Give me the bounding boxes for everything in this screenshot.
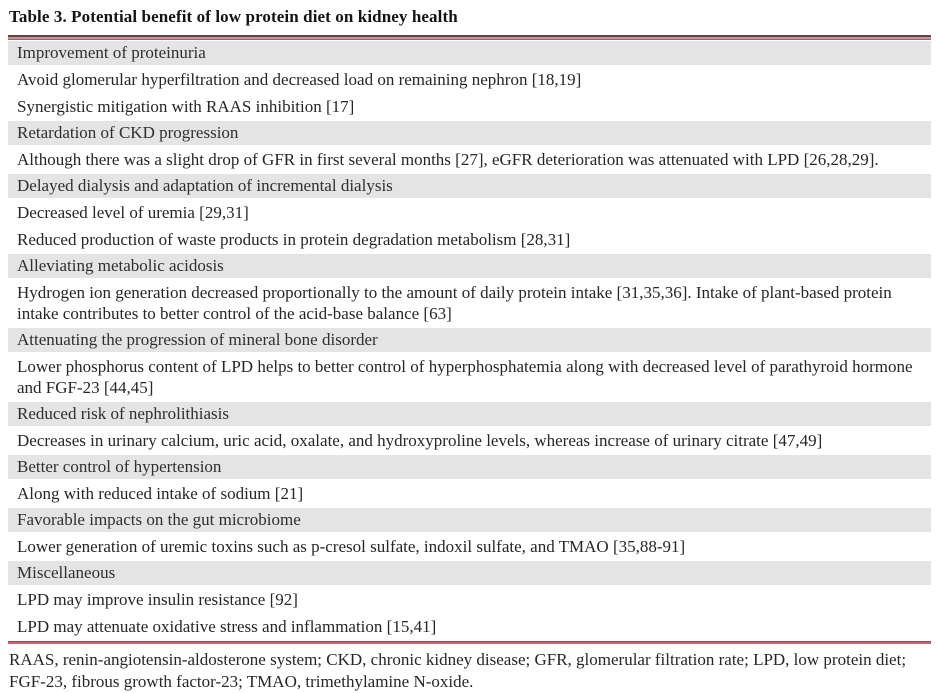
section-header-row: Delayed dialysis and adaptation of incremental dialysis xyxy=(8,174,931,198)
table-row: Lower phosphorus content of LPD helps to better control of hyperphosphatemia along with decreased level of parathyroid hormone and FGF-23 [44,45] xyxy=(17,357,913,397)
table-row: Lower generation of uremic toxins such as p-cresol sulfate, indoxil sulfate, and TMAO [35,88-91] xyxy=(17,537,686,556)
section-header-row: Miscellaneous xyxy=(8,561,931,585)
section-header-row: Improvement of proteinuria xyxy=(8,41,931,65)
section-header-row: Attenuating the progression of mineral bone disorder xyxy=(8,328,931,352)
benefits-table xyxy=(8,41,931,640)
table-footnote: RAAS, renin-angiotensin-aldosterone system; CKD, chronic kidney disease; GFR, glomerular filtration rate; LPD, low protein diet; FGF-23, fibrous growth factor-23; TMAO, trimethylamine N-oxide. xyxy=(9,650,907,691)
table-row: Synergistic mitigation with RAAS inhibition [17] xyxy=(17,97,355,116)
table-title: Table 3. Potential benefit of low protein diet on kidney health xyxy=(9,7,458,26)
section-header-row: Better control of hypertension xyxy=(8,455,931,479)
top-rule xyxy=(8,35,931,40)
section-header-row: Retardation of CKD progression xyxy=(8,121,931,145)
table-row: Along with reduced intake of sodium [21] xyxy=(17,484,304,503)
section-header-row: Favorable impacts on the gut microbiome xyxy=(8,508,931,532)
section-header-row: Alleviating metabolic acidosis xyxy=(8,254,931,278)
table-row: Decreases in urinary calcium, uric acid, oxalate, and hydroxyproline levels, whereas increase of urinary citrate [47,49] xyxy=(17,431,823,450)
table-row: LPD may attenuate oxidative stress and inflammation [15,41] xyxy=(17,617,437,636)
bottom-rule xyxy=(8,641,931,644)
table-row: Decreased level of uremia [29,31] xyxy=(17,203,249,222)
table-row: Avoid glomerular hyperfiltration and decreased load on remaining nephron [18,19] xyxy=(17,70,582,89)
table-row: LPD may improve insulin resistance [92] xyxy=(17,590,298,609)
table-row: Although there was a slight drop of GFR in first several months [27], eGFR deterioration was attenuated with LPD [26,28,29]. xyxy=(17,150,879,169)
table-row: Reduced production of waste products in protein degradation metabolism [28,31] xyxy=(17,230,571,249)
table-row: Hydrogen ion generation decreased proportionally to the amount of daily protein intake [31,35,36]. Intake of plant-based protein intake contributes to better control of the acid-base balance [63] xyxy=(17,283,892,323)
section-header-row: Reduced risk of nephrolithiasis xyxy=(8,402,931,426)
